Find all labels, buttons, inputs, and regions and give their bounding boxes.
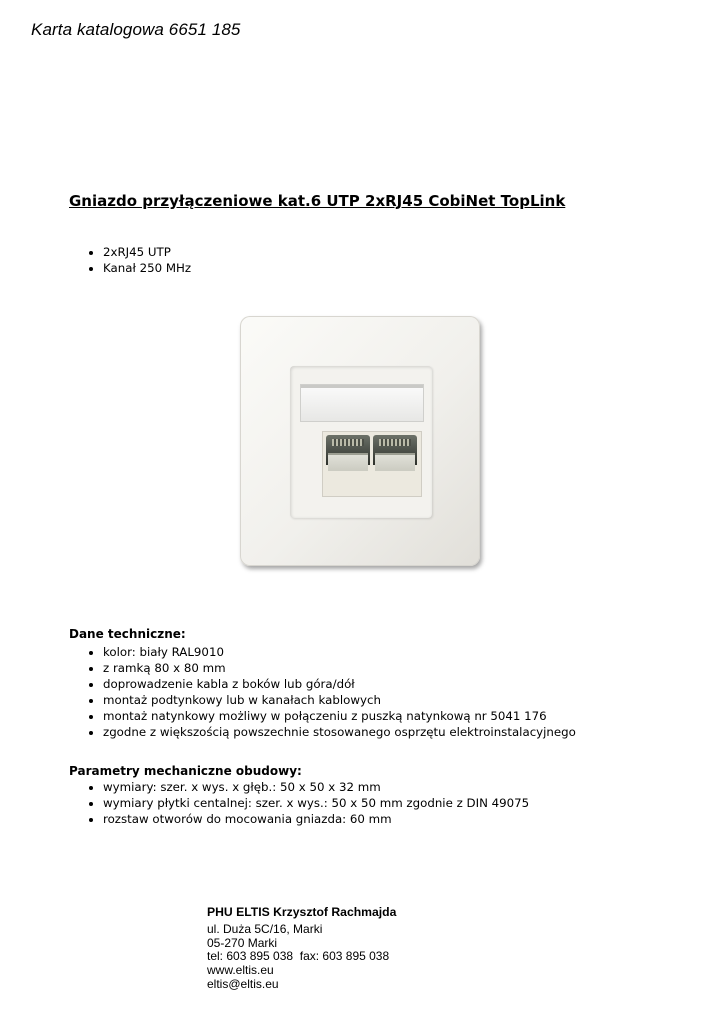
list-item: • kolor: biały RAL9010 xyxy=(103,644,576,660)
catalog-header: Karta katalogowa 6651 185 xyxy=(31,20,241,39)
feature-list xyxy=(86,244,191,276)
postal-line: 05-270 Marki xyxy=(207,935,278,950)
list-item: • wymiary: szer. x wys. x głęb.: 50 x 50 x 32 mm xyxy=(103,779,529,795)
list-item: • zgodne z większością powszechnie stosowanego osprzętu elektroinstalacyjnego xyxy=(103,724,576,740)
company-contact xyxy=(207,906,396,992)
list-item: • doprowadzenie kabla z boków lub góra/dół xyxy=(103,676,576,692)
list-item: • wymiary płytki centalnej: szer. x wys.: 50 x 50 mm zgodnie z DIN 49075 xyxy=(103,795,529,811)
tech-list xyxy=(86,644,576,740)
product-photo xyxy=(240,316,482,568)
email: eltis@eltis.eu xyxy=(207,976,279,991)
website: www.eltis.eu xyxy=(207,963,274,978)
list-item: • montaż natynkowy możliwy w połączeniu z puszką natynkową nr 5041 176 xyxy=(103,708,576,724)
central-plate xyxy=(290,366,432,518)
list-item: • rozstaw otworów do mocowania gniazda: 60 mm xyxy=(103,811,529,827)
mechanical-list xyxy=(86,779,529,827)
label-window xyxy=(300,384,424,422)
mechanical-heading: Parametry mechaniczne obudowy: xyxy=(69,764,302,778)
phone-line: tel: 603 895 038 fax: 603 895 038 xyxy=(207,949,390,964)
rj45-port-block xyxy=(322,431,422,497)
wall-plate-frame xyxy=(240,316,480,566)
rj45-port xyxy=(373,435,417,465)
product-title: Gniazdo przyłączeniowe kat.6 UTP 2xRJ45 CobiNet TopLink xyxy=(69,192,566,210)
rj45-port xyxy=(326,435,370,465)
address-line: ul. Duża 5C/16, Marki xyxy=(207,921,323,936)
list-item: • Kanał 250 MHz xyxy=(103,260,191,276)
list-item: • 2xRJ45 UTP xyxy=(103,244,191,260)
tech-heading: Dane techniczne: xyxy=(69,627,186,641)
list-item: • montaż podtynkowy lub w kanałach kablowych xyxy=(103,692,576,708)
list-item: • z ramką 80 x 80 mm xyxy=(103,660,576,676)
company-name: PHU ELTIS Krzysztof Rachmajda xyxy=(207,905,397,919)
